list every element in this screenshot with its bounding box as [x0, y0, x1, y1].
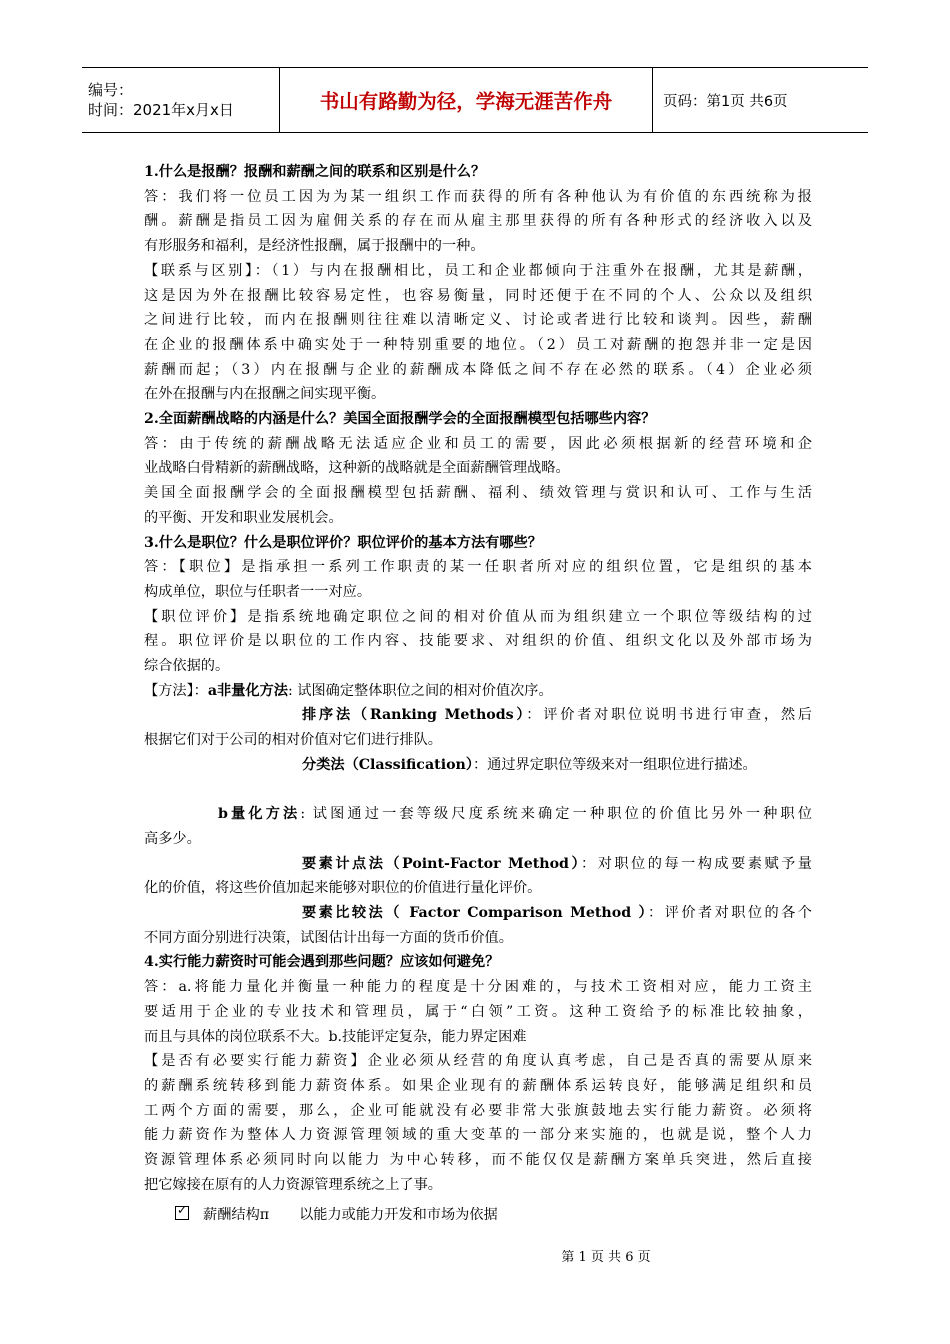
- number-label: 编号：: [88, 81, 134, 99]
- bold-term: a非量化方法: [207, 682, 288, 699]
- page-header: [82, 67, 868, 133]
- body-line: 在外在报酬与内在报酬之间实现平衡。: [144, 386, 386, 403]
- body-line: 【是否有必要实行能力薪资】企业必须从经营的角度认真考虑，自己是否真的需要从原来: [144, 1053, 812, 1070]
- factor-comparison-line: 要素比较法（ Factor Comparison Method ）：评价者对职位的各个: [302, 905, 812, 922]
- question-1: 1.什么是报酬？报酬和薪酬之间的联系和区别是什么？: [144, 164, 486, 180]
- body-line: 资源管理体系必须同时向以能力 为中心转移，而不能仅仅是薪酬方案单兵突进，然后直接: [144, 1152, 812, 1169]
- ranking-method-line: 排序法（Ranking Methods）：评价者对职位说明书进行审查，然后: [302, 707, 812, 724]
- body-line: 答：【职位】是指承担一系列工作职责的某一任职者所对应的组织位置，它是组织的基本: [144, 559, 812, 576]
- point-factor-line: 要素计点法（Point-Factor Method）：对职位的每一构成要素赋予量: [302, 855, 812, 872]
- page-label: 页码：第1页 共6页: [663, 93, 788, 110]
- body-line: 【职位评价】是指系统地确定职位之间的相对价值从而为组织建立一个职位等级结构的过: [144, 608, 812, 625]
- checkbox-icon: [175, 1206, 189, 1220]
- body-line: 在企业的报酬体系中确实处于一种特别重要的地位。（2）员工对薪酬的抱怨并非一定是因: [144, 336, 812, 353]
- header-meta: [82, 68, 280, 132]
- document-body: [144, 160, 812, 1198]
- body-line: 把它嫁接在原有的人力资源管理系统之上了事。: [144, 1176, 442, 1193]
- bold-term: 分类法（Classification）: [302, 756, 473, 773]
- bold-term: 要素计点法（Point-Factor Method）: [302, 855, 582, 872]
- body-line: 答：由于传统的薪酬战略无法适应企业和员工的需要，因此必须根据新的经营环境和企: [144, 435, 812, 452]
- body-line: 根据它们对于公司的相对价值对它们进行排队。: [144, 732, 442, 749]
- bold-term: 排序法（Ranking Methods）: [302, 707, 527, 724]
- body-line: 答：我们将一位员工因为为某一组织工作而获得的所有各种他认为有价值的东西统称为报: [144, 188, 812, 205]
- body-line: 【联系与区别】：（1）与内在报酬相比，员工和企业都倾向于注重外在报酬，尤其是薪酬，: [144, 262, 812, 279]
- page-footer: [0, 1246, 950, 1265]
- bold-term: 要素比较法（ Factor Comparison Method ）: [302, 905, 649, 922]
- body-line: 工两个方面的需要，那么，企业可能就没有必要非常大张旗鼓地去实行能力薪资。必须将: [144, 1102, 812, 1119]
- body-line: 这是因为外在报酬比较容易定性，也容易衡量，同时还便于在不同的个人、公众以及组织: [144, 287, 812, 304]
- body-line: 酬。薪酬是指员工因为雇佣关系的存在而从雇主那里获得的所有各种形式的经济收入以及: [144, 213, 812, 230]
- body-line: 程。职位评价是以职位的工作内容、技能要求、对组织的价值、组织文化以及外部市场为: [144, 633, 812, 650]
- question-3: 3.什么是职位？什么是职位评价？职位评价的基本方法有哪些？: [144, 534, 542, 551]
- body-line: 美国全面报酬学会的全面报酬模型包括薪酬、福利、绩效管理与赏识和认可、工作与生活: [144, 485, 812, 502]
- spacer: [144, 778, 812, 803]
- footer-page-number: 第 1 页 共 6 页: [561, 1250, 651, 1265]
- body-line: 业战略白骨精新的薪酬战略，这种新的战略就是全面薪酬管理战略。: [144, 460, 570, 477]
- classification-line: 分类法（Classification）：通过界定职位等级来对一组职位进行描述。: [302, 756, 757, 773]
- quantified-method-line: b量化方法: 试图通过一套等级尺度系统来确定一种职位的价值比另外一种职位: [218, 806, 812, 823]
- body-line: 的平衡、开发和职业发展机会。: [144, 509, 343, 526]
- checkbox-text: 以能力或能力开发和市场为依据: [299, 1207, 498, 1223]
- body-line: 能力薪资作为整体人力资源管理领域的重大变革的一部分来实施的，也就是说，整个人力: [144, 1127, 812, 1144]
- question-2: 2.全面薪酬战略的内涵是什么？美国全面报酬学会的全面报酬模型包括哪些内容？: [144, 411, 656, 428]
- body-line: 而且与具体的岗位联系不大。b.技能评定复杂，能力界定困难: [144, 1028, 527, 1045]
- body-line: 综合依据的。: [144, 658, 230, 675]
- checkbox-line: [175, 1204, 498, 1224]
- header-motto-cell: [280, 68, 653, 132]
- method-line: 【方法】：a非量化方法: 试图确定整体职位之间的相对价值次序。: [144, 682, 553, 699]
- body-line: 构成单位，职位与任职者一一对应。: [144, 583, 372, 600]
- body-line: 的薪酬系统转移到能力薪资体系。如果企业现有的薪酬体系运转良好，能够满足组织和员: [144, 1078, 812, 1094]
- body-line: 有形服务和福利，是经济性报酬，属于报酬中的一种。: [144, 238, 485, 255]
- body-line: 化的价值，将这些价值加起来能够对职位的价值进行量化评价。: [144, 880, 542, 897]
- question-4: 4.实行能力薪资时可能会遇到那些问题？应该如何避免？: [144, 954, 500, 971]
- body-line: 高多少。: [144, 830, 201, 847]
- bold-term: b量化方法: [218, 806, 301, 823]
- time-label: 时间：2021年x月x日: [88, 101, 234, 119]
- motto: 书山有路勤为径，学海无涯苦作舟: [319, 90, 613, 113]
- header-page-cell: [653, 68, 868, 132]
- body-line: 薪酬而起；（3）内在报酬与企业的薪酬成本降低之间不存在必然的联系。（4）企业必须: [144, 361, 812, 378]
- body-line: 之间进行比较，而内在报酬则往往难以清晰定义、讨论或者进行比较和谈判。因些，薪酬: [144, 312, 812, 329]
- body-line: 要适用于企业的专业技术和管理员，属于“白领”工资。这种工资给予的标准比较抽象，: [144, 1003, 812, 1020]
- checkbox-label: 薪酬结构π: [203, 1207, 270, 1223]
- body-line: 不同方面分别进行决策，试图估计出每一方面的货币价值。: [144, 929, 513, 946]
- body-line: 答：a.将能力量化并衡量一种能力的程度是十分困难的，与技术工资相对应，能力工资主: [144, 979, 812, 996]
